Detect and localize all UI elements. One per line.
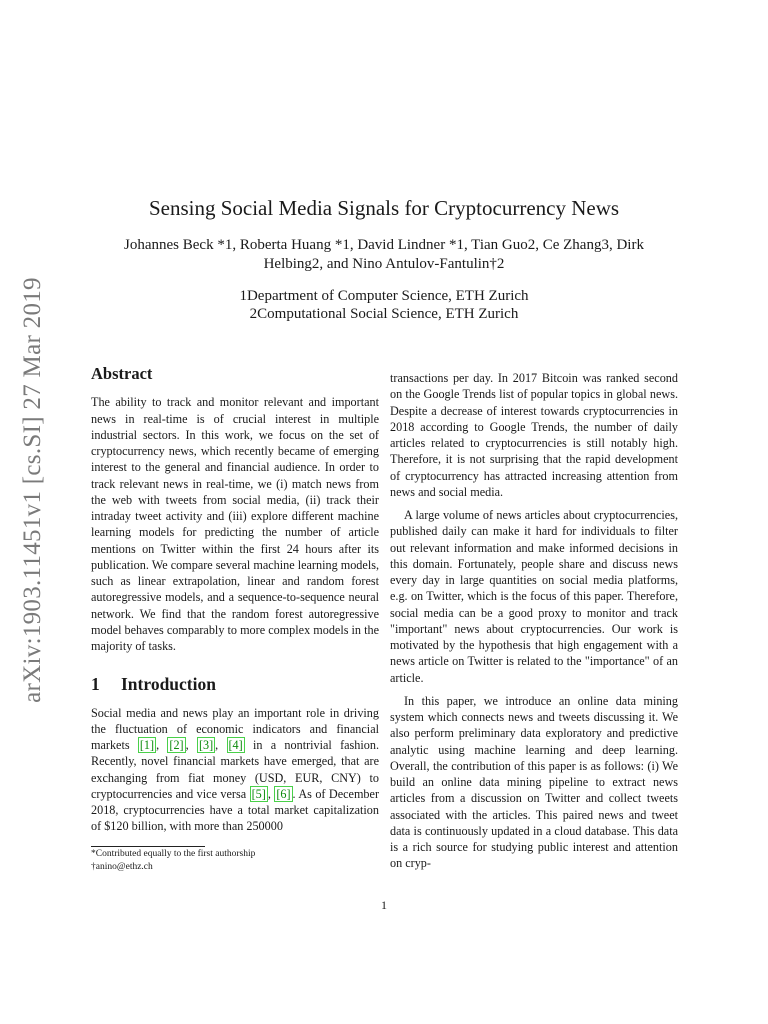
citation-link[interactable]: [6] <box>276 786 291 801</box>
arxiv-id: arXiv:1903.11451v1 [cs.SI] 27 Mar 2019 <box>19 277 47 703</box>
affiliation-1: 1Department of Computer Science, ETH Zurich <box>239 288 529 304</box>
footnotes <box>91 848 391 873</box>
paper-title: Sensing Social Media Signals for Cryptocurrency News <box>148 196 620 220</box>
abstract-heading: Abstract <box>91 364 153 383</box>
citation-link[interactable]: [5] <box>251 786 266 801</box>
section-title: Introduction <box>121 674 216 695</box>
abstract-text: The ability to track and monitor relevant and important news in real-time is of crucial interest in multiple industrial sectors. In this work, we focus on the set of cryptocurrency news, which recently became of emerging interest to the general and financial audience. In order to track relevant news in real-time, we (i) match news from the web with tweets from social media, (ii) track their intraday tweet activity and (iii) explore different machine learning models for predicting the number of article mentions on Twitter within the first 24 hours after its publication. We compare several machine learning models, such as linear extrapolation, linear and random forest autoregressive models, and a sequence-to-sequence neural network. We find that the random forest autoregressive model behaves comparably to more complex models in the majority of tasks. <box>91 395 379 653</box>
section-number: 1 <box>91 674 100 695</box>
author-list <box>100 236 668 274</box>
footnote-1: *Contributed equally to the first authorship <box>91 849 256 859</box>
intro-paragraph-1: Social media and news play an important role in driving the fluctuation of economic indicators and financial markets [1] , [2] , [3] , [4] in a nontrivial fashion. Recently, novel financial markets have emerged, that are exchanging from fiat money (USD, EUR, CNY) to cryptocurrencies and vice versa [5] , [6] . As of December 2018, cryptocurrencies have a total market capitalization of $120 billion, with more than 250000 <box>91 705 380 834</box>
intro-paragraph-4: In this paper, we introduce an online data mining system which connects news and tweets discussing it. We also perform preliminary data exploratory and predictive analytic using machine learning and deep learning. Overall, the contribution of this paper is as follows: (i) We build an online data mining pipeline to extract news articles from a discussion on Twitter and collect tweets associated with the articles. This paired news and tweet data is continuously updated in a cloud database. This data is a rich source for studying public interest and attention on cryp- <box>390 693 678 871</box>
text-run: . As of December 2018, cryptocurrencies have a total market capitalization of $120 billion, with more than 250000 <box>91 786 379 834</box>
authors-line-1: Johannes Beck *1, Roberta Huang *1, David Lindner *1, Tian Guo2, Ce Zhang3, Dirk <box>124 237 644 253</box>
left-column <box>91 366 379 835</box>
citation-link[interactable]: [2] <box>169 738 184 752</box>
authors-line-2: Helbing2, and Nino Antulov-Fantulin†2 <box>263 256 505 272</box>
text-run: Social media and news play an important role in driving the fluctuation of economic indicators and financial markets <box>91 705 379 752</box>
footnote-rule <box>91 846 205 847</box>
affiliation-2: 2Computational Social Science, ETH Zurich <box>249 306 519 322</box>
footnote-2: †anino@ethz.ch <box>91 861 153 872</box>
text-run: in a nontrivial fashion. Recently, novel financial markets have emerged, that are exchanging from fiat money (USD, EUR, CNY) to cryptocurrencies and vice versa <box>91 738 380 801</box>
arxiv-sidebar <box>8 277 58 703</box>
intro-paragraph-3: A large volume of news articles about cryptocurrencies, published daily can make it hard for individuals to filter out relevant information and make informed decisions in this domain. Fortunately, people share and discuss news every day in large quantities on social media platforms, e.g. on Twitter, which is the focus of this paper. Therefore, social media can be a good proxy to monitor and track "important" news about cryptocurrencies. Our work is motivated by the hypothesis that high engagement with a news article on Twitter is related to the "importance" of an article. <box>390 508 678 685</box>
intro-paragraph-2: transactions per day. In 2017 Bitcoin was ranked second on the Google Trends list of popular topics in global news. Despite a decrease of interest towards cryptocurrencies in 2018 according to Google Trends, the number of daily articles related to cryptocurrencies is still notably high. Therefore, it is not surprising that the rapid development of cryptocurrency has attracted increasing attention from news and social media. <box>390 371 678 499</box>
intro-heading <box>91 674 379 695</box>
page-number: 1 <box>381 898 387 912</box>
citation-link[interactable]: [4] <box>228 738 243 752</box>
right-column <box>390 370 678 872</box>
citation-link[interactable]: [3] <box>198 738 214 752</box>
citation-link[interactable]: [1] <box>139 738 155 752</box>
